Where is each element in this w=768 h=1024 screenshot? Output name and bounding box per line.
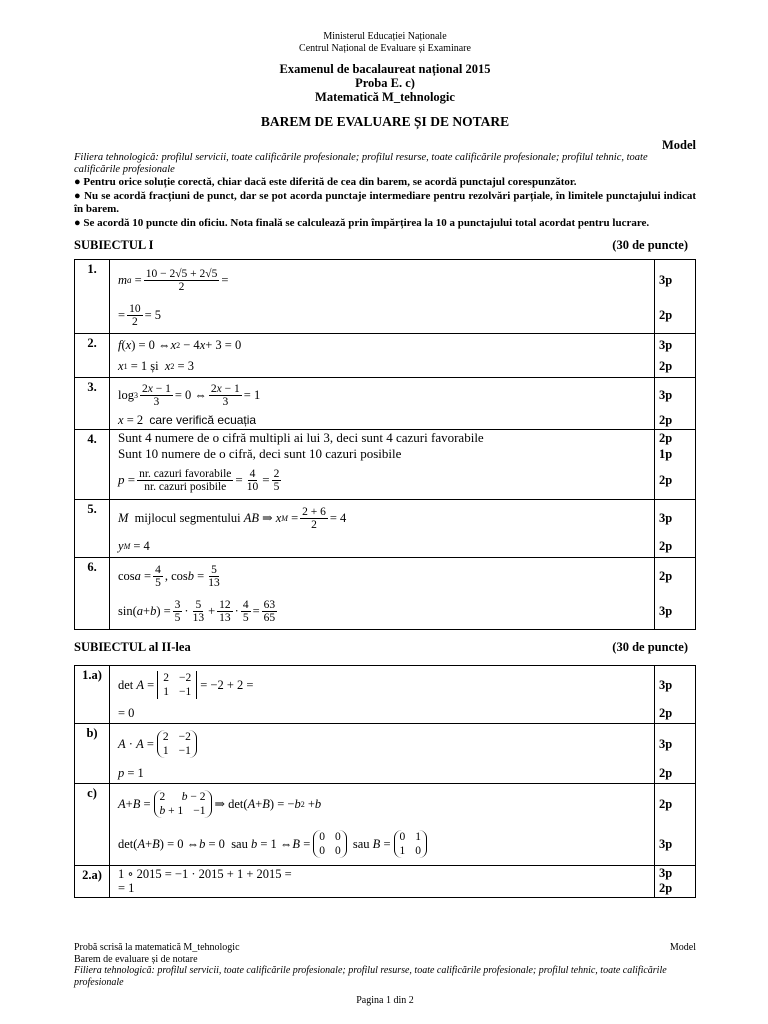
item-solution: m a = $\frac{10 - 2√5 + 2√5}{2}$ = = $\frac{10}{2}$ = 5: [110, 260, 655, 334]
model-label: Model: [661, 138, 696, 152]
item-points: 2p 3p: [655, 784, 696, 866]
table-row: [75, 430, 696, 500]
table-row: [75, 260, 696, 334]
table-row: [75, 724, 696, 784]
item-number: c): [75, 784, 110, 866]
item-solution: cos a = $\frac{4}{5}$ , cos b = $\frac{5}{13}$ sin( a + b ) = $\frac{3}{5}$ · $\frac{5}{13}$ + $\frac{12}{13}$ · $\frac{4}{5}$ = $\frac{63}{65}$: [110, 558, 655, 630]
item-solution: Sunt 4 numere de o cifră multipli ai lui 3, deci sunt 4 cazuri favorabile Sunt 10 numere de o cifră, deci sunt 10 cazuri posibile p = $\frac{\text{nr. cazuri favorabile}}{\text{nr. cazuri posibile}}$ = $\frac{4}{10}$ = $\frac{2}{5}$: [110, 430, 655, 500]
item-number: b): [75, 724, 110, 784]
page-number: Pagina 1 din 2: [356, 995, 414, 1006]
rule-item: ● Se acordă 10 puncte din oficiu. Nota finală se calculează prin împărțirea la 10 a punctajului total acordat pentru lucrare.: [74, 216, 650, 229]
item-points: 3p 2p: [655, 724, 696, 784]
table-row: [75, 784, 696, 866]
item-number: 6.: [75, 558, 110, 630]
item-number: 1.: [75, 260, 110, 334]
item-points: 2p 1p 2p: [655, 430, 696, 500]
section-1-table: [74, 259, 696, 630]
table-row: [75, 500, 696, 558]
table-row: [75, 666, 696, 724]
rule-item: ● Pentru orice soluție corectă, chiar dacă este diferită de cea din barem, se acordă punctajul corespunzător.: [74, 176, 577, 188]
footer-exam: Probă scrisă la matematică M_tehnologic: [74, 942, 240, 953]
table-row: [75, 558, 696, 630]
item-solution: A · A = 2 −2 1 −1 p = 1: [110, 724, 655, 784]
table-row: [75, 866, 696, 898]
item-points: 3p 2p: [655, 666, 696, 724]
section-1-header: [74, 238, 696, 253]
item-number: 5.: [75, 500, 110, 558]
item-number: 3.: [75, 378, 110, 430]
item-number: 2.a): [75, 866, 110, 898]
item-number: 4.: [75, 430, 110, 500]
item-number: 1.a): [75, 666, 110, 724]
item-solution: f ( x ) = 0 ⇔ x 2 − 4 x + 3 = 0 x 1 = 1 și x 2 = 3: [110, 334, 655, 378]
footer-barem: Barem de evaluare și de notare: [74, 953, 198, 965]
page-title: BAREM DE EVALUARE ȘI DE NOTARE: [260, 114, 510, 129]
filiera-text: Filiera tehnologică: profilul servicii, toate calificările profesionale; profilul resurse, toate calificările profesionale; profilul tehnic, toate calificările profesionale: [74, 152, 648, 175]
section-2-table: [74, 665, 696, 898]
section-points: (30 de puncte): [612, 640, 688, 654]
item-solution: M mijlocul segmentului AB ⇒ x M = $\frac{2 + 6}{2}$ = 4 y M = 4: [110, 500, 655, 558]
exam-page: [74, 0, 696, 1024]
rule-item: ● Nu se acordă fracțiuni de punct, dar se pot acorda punctaje intermediare pentru rezolvări parțiale, în limitele punctajului indicat în barem.: [74, 189, 696, 215]
table-row: [75, 334, 696, 378]
section-title: SUBIECTUL I: [74, 238, 154, 252]
ministry-name: Ministerul Educației Naționale: [323, 31, 447, 42]
section-2-header: [74, 640, 696, 655]
item-number: 2.: [75, 334, 110, 378]
item-points: 3p 2p: [655, 260, 696, 334]
page-footer: [74, 942, 696, 988]
table-row: [75, 378, 696, 430]
item-points: 3p 2p: [655, 866, 696, 898]
exam-title: Examenul de bacalaureat național 2015: [279, 62, 491, 76]
proba-label: Proba E. c): [355, 76, 415, 90]
section-title: SUBIECTUL al II-lea: [74, 640, 191, 654]
footer-filiera: Filiera tehnologică: profilul servicii, toate calificările profesionale; profilul resurse, toate calificările profesionale; profilul tehnic, toate calificările profesionale: [74, 965, 667, 988]
item-points: 2p 3p: [655, 558, 696, 630]
section-points: (30 de puncte): [612, 238, 688, 252]
subject-label: Matematică M_tehnologic: [315, 90, 455, 104]
item-points: 3p 2p: [655, 334, 696, 378]
center-name: Centrul Național de Evaluare și Examinare: [299, 43, 471, 54]
item-points: 3p 2p: [655, 500, 696, 558]
footer-model: Model: [669, 942, 696, 953]
rules-list: [74, 176, 696, 230]
item-solution: 1 ∘ 2015 = −1 · 2015 + 1 + 2015 = = 1: [110, 866, 655, 898]
item-solution: A + B = 2 b − 2 b + 1 −1 ⇒ det( A + B ) = − b 2 + b det( A + B ) = 0 ⇔ b = 0 sau b = 1 ⇔ B = 0 0 0 0 sau B = 0 1 1 0: [110, 784, 655, 866]
item-points: 3p 2p: [655, 378, 696, 430]
item-solution: log 3 $\frac{2x - 1}{3}$ = 0 ⇔ $\frac{2x - 1}{3}$ = 1 x = 2 care verifică ecuația: [110, 378, 655, 430]
item-solution: det A = 2 −2 1 −1 = −2 + 2 = = 0: [110, 666, 655, 724]
